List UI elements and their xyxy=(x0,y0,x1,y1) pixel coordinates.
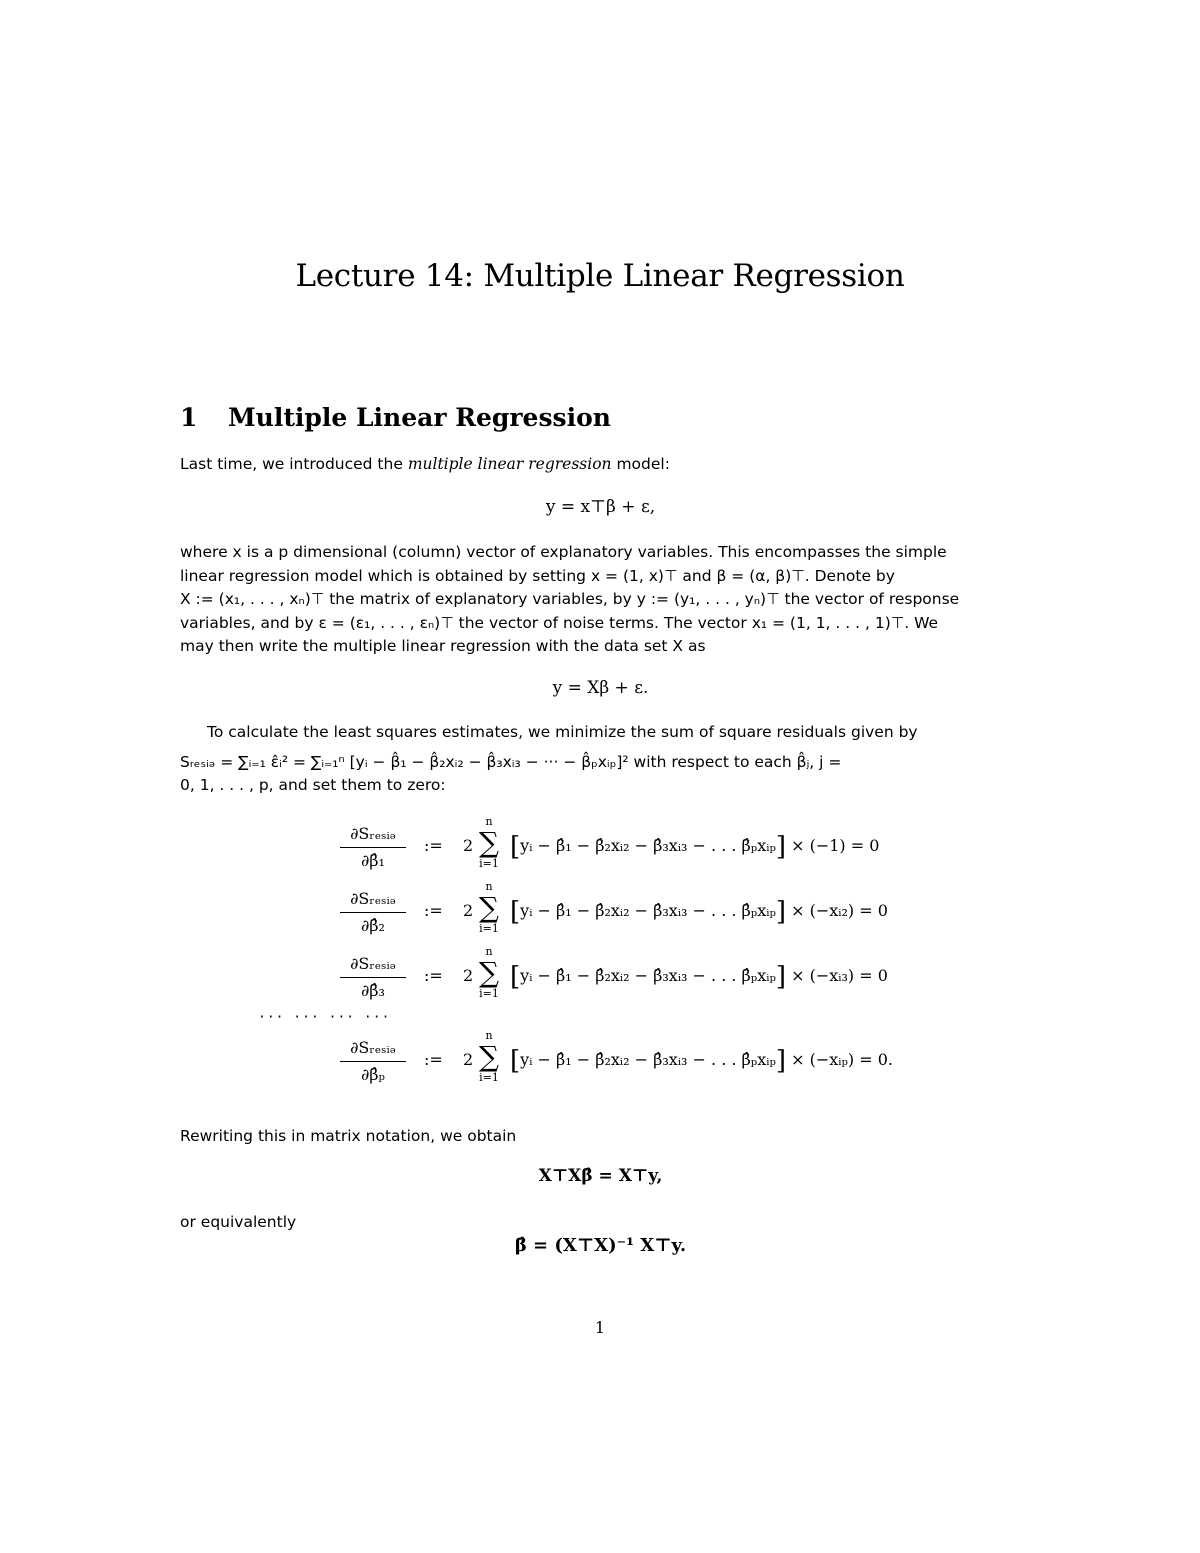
coefficient: 2 xyxy=(463,836,474,855)
fraction-numerator: ∂Sᵣₑₛᵢₔ xyxy=(350,824,396,843)
intro-paragraph xyxy=(180,453,1021,477)
equation-body: [yᵢ − β̂₁ − β̂₂xᵢ₂ − β̂₃xᵢ₃ − . . . β̂ₚxᵢₚ] × (−xᵢ₃) = 0 xyxy=(510,962,888,992)
normal-equation-row xyxy=(0,815,1200,884)
assign-symbol: := xyxy=(424,836,443,855)
normal-equations-matrix: X⊤Xβ̂ = X⊤y, xyxy=(538,1166,663,1186)
sum-upper: n xyxy=(485,945,493,958)
sigma-symbol: ∑ xyxy=(479,1040,499,1073)
section-title: Multiple Linear Regression xyxy=(228,403,611,432)
fraction-bar xyxy=(340,912,406,913)
sum-lower: i=1 xyxy=(479,922,499,935)
matrix-notation-paragraph: Rewriting this in matrix notation, we obtain xyxy=(180,1127,517,1145)
sigma-symbol: ∑ xyxy=(479,956,499,989)
fraction-denominator: ∂β̂₂ xyxy=(361,916,385,935)
matrix-model-equation: y = Xβ + ε. xyxy=(552,678,649,698)
partial-fraction xyxy=(340,1036,406,1087)
fraction-numerator: ∂Sᵣₑₛᵢₔ xyxy=(350,889,396,908)
text-line: linear regression model which is obtained by setting x = (1, x)⊤ and β = (α, β)⊤. Denote by xyxy=(180,566,895,585)
normal-equation-row xyxy=(0,1029,1200,1098)
coefficient: 2 xyxy=(463,966,474,985)
equation-body: [yᵢ − β̂₁ − β̂₂xᵢ₂ − β̂₃xᵢ₃ − . . . β̂ₚxᵢₚ] × (−xᵢₚ) = 0. xyxy=(510,1046,893,1076)
equation-body: [yᵢ − β̂₁ − β̂₂xᵢ₂ − β̂₃xᵢ₃ − . . . β̂ₚxᵢₚ] × (−1) = 0 xyxy=(510,832,880,862)
sum-lower: i=1 xyxy=(479,1071,499,1084)
summation xyxy=(474,816,504,870)
equation-rhs: × (−1) = 0 xyxy=(791,836,880,855)
fraction-denominator: ∂β̂₁ xyxy=(361,851,385,870)
text-line: variables, and by ε = (ε₁, . . . , εₙ)⊤ the vector of noise terms. The vector x₁ = (1, 1, . . . , 1)⊤. We xyxy=(180,613,939,632)
equation-rhs: × (−xᵢ₃) = 0 xyxy=(791,966,888,985)
fraction-denominator: ∂β̂₃ xyxy=(361,981,385,1000)
sigma-symbol: ∑ xyxy=(479,826,499,859)
text-line: X := (x₁, . . . , xₙ)⊤ the matrix of explanatory variables, by y := (y₁, . . . , yₙ)⊤ the vector of response xyxy=(180,590,960,608)
summation xyxy=(474,881,504,935)
summation xyxy=(474,1030,504,1084)
text-line: where x is a p dimensional (column) vector of explanatory variables. This encompasses the simple xyxy=(180,543,947,561)
page-title: Lecture 14: Multiple Linear Regression xyxy=(295,258,905,294)
bracket-expression: yᵢ − β̂₁ − β̂₂xᵢ₂ − β̂₃xᵢ₃ − . . . β̂ₚxᵢₚ xyxy=(520,966,776,985)
intro-lead: Last time, we introduced the xyxy=(180,455,408,473)
partial-fraction xyxy=(340,952,406,1003)
equivalently-paragraph: or equivalently xyxy=(180,1213,297,1231)
partial-fraction xyxy=(340,887,406,938)
fraction-bar xyxy=(340,847,406,848)
bracket-expression: yᵢ − β̂₁ − β̂₂xᵢ₂ − β̂₃xᵢ₃ − . . . β̂ₚxᵢₚ xyxy=(520,1050,776,1069)
assign-symbol: := xyxy=(424,901,443,920)
sum-lower: i=1 xyxy=(479,857,499,870)
bracket-expression: yᵢ − β̂₁ − β̂₂xᵢ₂ − β̂₃xᵢ₃ − . . . β̂ₚxᵢₚ xyxy=(520,901,776,920)
text-line: Sᵣₑₛᵢₔ = ∑ᵢ₌₁ ε̂ᵢ² = ∑ᵢ₌₁ⁿ [yᵢ − β̂₁ − β̂₂xᵢ₂ − β̂₃xᵢ₃ − ··· − β̂ₚxᵢₚ]² with respect to each β̂ⱼ, j = xyxy=(180,752,842,771)
definitions-paragraph xyxy=(180,541,1021,659)
equation-rhs: × (−xᵢ₂) = 0 xyxy=(791,901,888,920)
sum-upper: n xyxy=(485,880,493,893)
ellipsis-row: ··· ··· ··· ··· xyxy=(258,1010,391,1025)
text-line: 0, 1, . . . , p, and set them to zero: xyxy=(180,776,446,794)
intro-emphasis: multiple linear regression xyxy=(407,455,612,473)
section-number: 1 xyxy=(180,403,198,432)
text-line: To calculate the least squares estimates, we minimize the sum of square residuals given by xyxy=(207,723,918,741)
ols-solution: β̂ = (X⊤X)⁻¹ X⊤y. xyxy=(514,1235,687,1256)
summation xyxy=(474,946,504,1000)
intro-tail: model: xyxy=(611,455,670,473)
normal-equation-row xyxy=(0,880,1200,949)
bracket-expression: yᵢ − β̂₁ − β̂₂xᵢ₂ − β̂₃xᵢ₃ − . . . β̂ₚxᵢₚ xyxy=(520,836,776,855)
coefficient: 2 xyxy=(463,1050,474,1069)
fraction-numerator: ∂Sᵣₑₛᵢₔ xyxy=(350,1038,396,1057)
partial-fraction xyxy=(340,822,406,873)
coefficient: 2 xyxy=(463,901,474,920)
page-number: 1 xyxy=(594,1318,606,1337)
assign-symbol: := xyxy=(424,1050,443,1069)
least-squares-paragraph xyxy=(180,721,1021,798)
sum-lower: i=1 xyxy=(479,987,499,1000)
section-heading xyxy=(180,403,611,432)
sigma-symbol: ∑ xyxy=(479,891,499,924)
sum-upper: n xyxy=(485,815,493,828)
fraction-denominator: ∂β̂ₚ xyxy=(361,1065,385,1084)
fraction-bar xyxy=(340,977,406,978)
text-line: may then write the multiple linear regression with the data set X as xyxy=(180,637,706,655)
fraction-numerator: ∂Sᵣₑₛᵢₔ xyxy=(350,954,396,973)
fraction-bar xyxy=(340,1061,406,1062)
sum-upper: n xyxy=(485,1029,493,1042)
normal-equation-row xyxy=(0,945,1200,1014)
equation-body: [yᵢ − β̂₁ − β̂₂xᵢ₂ − β̂₃xᵢ₃ − . . . β̂ₚxᵢₚ] × (−xᵢ₂) = 0 xyxy=(510,897,888,927)
assign-symbol: := xyxy=(424,966,443,985)
model-equation: y = x⊤β + ε, xyxy=(545,497,656,517)
equation-rhs: × (−xᵢₚ) = 0. xyxy=(791,1050,893,1069)
